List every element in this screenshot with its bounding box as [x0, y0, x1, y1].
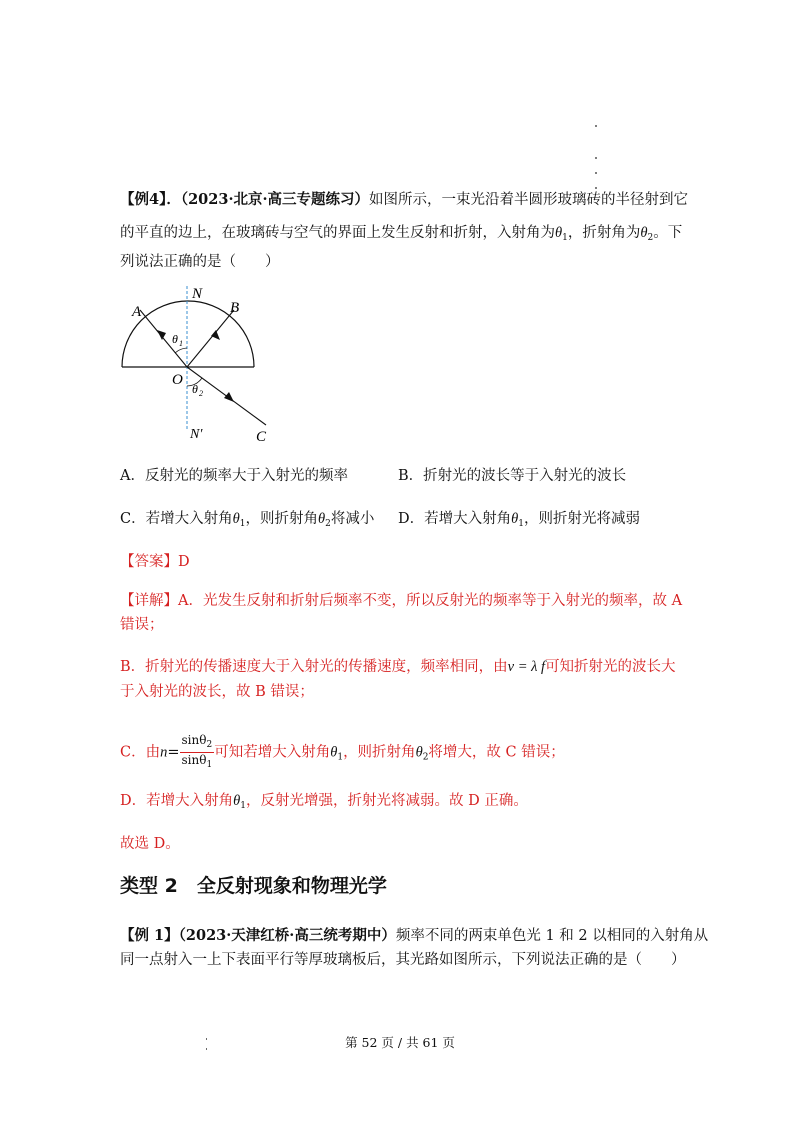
section-heading: [120, 874, 387, 898]
example4-line2: [120, 223, 682, 248]
explanation-C-line: [120, 733, 565, 772]
explanation-text: B．折射光的传播速度大于入射光的传播速度，频率相同，由: [120, 659, 508, 675]
stem-text: 的平直的边上，在玻璃砖与空气的界面上发生反射和折射，入射角为: [120, 225, 555, 241]
incident-arrow: [157, 330, 166, 340]
theta-symbol: θ: [233, 793, 241, 809]
subscript: 1: [337, 752, 344, 763]
reflected-arrow: [211, 330, 220, 340]
angle1-arc: [175, 348, 187, 353]
margin-dot: [595, 125, 597, 127]
label-theta2: θ: [192, 382, 198, 396]
theta-symbol: θ: [415, 744, 423, 761]
label-A: A: [132, 304, 142, 320]
theta-symbol: θ: [317, 511, 326, 527]
subscript: 2: [206, 740, 213, 750]
explanation-text: ，反射光增强，折射光将减弱。故 D 正确。: [245, 793, 528, 809]
example4-source: （2023·北京·高三专题练习）: [180, 191, 370, 208]
explanation-A-line1: [120, 591, 682, 611]
option-C-text: ，则折射角: [245, 511, 318, 527]
label-C: C: [256, 429, 267, 445]
explanation-text: 可知若增大入射角: [214, 744, 331, 761]
explanation-text: 将增大，故 C 错误；: [428, 744, 565, 761]
answer-line: [120, 552, 190, 572]
snell-fraction: [180, 733, 215, 772]
example1-source: （2023·天津红桥·高三统考期中）: [178, 927, 396, 944]
explanation-text: C．由: [120, 744, 161, 761]
subscript: 2: [647, 233, 654, 243]
example4-line1: [120, 190, 688, 210]
label-theta1: θ: [172, 332, 178, 346]
example4-stem-text: 如图所示，一束光沿着半圆形玻璃砖的半径射到它: [369, 192, 689, 208]
stem-text: 列说法正确的是（ ）: [120, 254, 280, 270]
answer-value: D: [178, 554, 190, 570]
explanation-D-line: [120, 791, 528, 816]
example1-tag: 【例 1】: [120, 927, 179, 944]
explanation-B-line2: [120, 682, 314, 702]
example1-line1: [120, 926, 708, 946]
option-C: [120, 509, 374, 534]
formula-n: n: [160, 744, 168, 761]
example1-stem-text: 频率不同的两束单色光 1 和 2 以相同的入射角从: [395, 928, 709, 944]
example1-line2: [120, 950, 686, 970]
explanation-text: 故选 D。: [120, 836, 180, 852]
footer-dot: [206, 1048, 207, 1050]
example1-stem-text: 同一点射入一上下表面平行等厚玻璃板后，其光路如图所示，下列说法正确的是（ ）: [120, 952, 686, 968]
option-D: [398, 509, 640, 534]
subscript: 1: [206, 760, 213, 770]
subscript: 1: [239, 519, 246, 529]
option-A-text: A．反射光的频率大于入射光的频率: [120, 468, 348, 484]
explanation-text: A．光发生反射和折射后频率不变，所以反射光的频率等于入射光的频率，故 A: [178, 593, 683, 609]
option-C-text: 将减小: [330, 511, 375, 527]
formula-v-lambda-f: v = λ f: [507, 659, 546, 675]
stem-text: ，折射角为: [567, 225, 641, 241]
margin-dot: [595, 187, 597, 189]
fraction-numerator: [180, 733, 215, 753]
subscript: 2: [325, 519, 331, 529]
theta-symbol: θ: [511, 511, 519, 527]
page-footer: [0, 1033, 800, 1051]
explanation-B-line1: [120, 657, 676, 677]
subscript: 2: [422, 752, 429, 763]
option-C-text: C．若增大入射角: [120, 511, 233, 527]
section-title: 类型 2 全反射现象和物理光学: [120, 875, 387, 897]
fraction-denominator: [180, 753, 215, 772]
semicircle-glass-figure: [110, 280, 290, 445]
label-N: N: [192, 286, 203, 302]
page-number-text: 第 52 页 / 共 61 页: [345, 1035, 455, 1050]
example4-line3: [120, 252, 280, 272]
option-D-text: D．若增大入射角: [398, 511, 512, 527]
option-B-text: B．折射光的波长等于入射光的波长: [398, 468, 627, 484]
explanation-text: 可知折射光的波长大: [545, 659, 676, 675]
explanation-text: 于入射光的波长，故 B 错误；: [120, 684, 314, 700]
explanation-text: 错误；: [120, 617, 164, 633]
theta-symbol: θ: [640, 225, 648, 241]
option-D-text: ，则折射光将减弱: [523, 511, 640, 527]
numerator-text: sinθ: [181, 733, 207, 747]
refracted-arrow: [224, 392, 234, 402]
subscript: 1: [518, 519, 524, 529]
label-N-prime: N′: [190, 427, 203, 442]
label-O: O: [172, 372, 183, 388]
explanation-conclusion: [120, 834, 180, 854]
margin-dot: [595, 172, 597, 174]
subscript: 1: [562, 233, 568, 243]
subscript: 1: [240, 801, 246, 811]
explanation-label: 【详解】: [120, 593, 178, 609]
explanation-text: ，则折射角: [343, 744, 416, 761]
label-theta2-sub: 2: [199, 389, 203, 398]
theta-symbol: θ: [330, 744, 338, 761]
reflected-ray: [187, 310, 234, 367]
footer-dot: [206, 1038, 207, 1040]
denominator-text: sinθ: [181, 753, 207, 767]
label-B: B: [230, 300, 240, 316]
option-B: [398, 466, 626, 486]
option-A: [120, 466, 348, 486]
answer-label: 【答案】: [120, 554, 178, 570]
theta-symbol: θ: [232, 511, 240, 527]
theta-symbol: θ: [555, 225, 563, 241]
label-theta1-sub: 1: [179, 339, 183, 348]
explanation-text: D．若增大入射角: [120, 793, 234, 809]
formula-eq: =: [167, 744, 180, 761]
stem-text: 。下: [653, 225, 683, 241]
margin-dot: [595, 157, 597, 159]
explanation-A-line2: [120, 615, 164, 635]
example4-tag: 【例4】．: [120, 191, 181, 208]
